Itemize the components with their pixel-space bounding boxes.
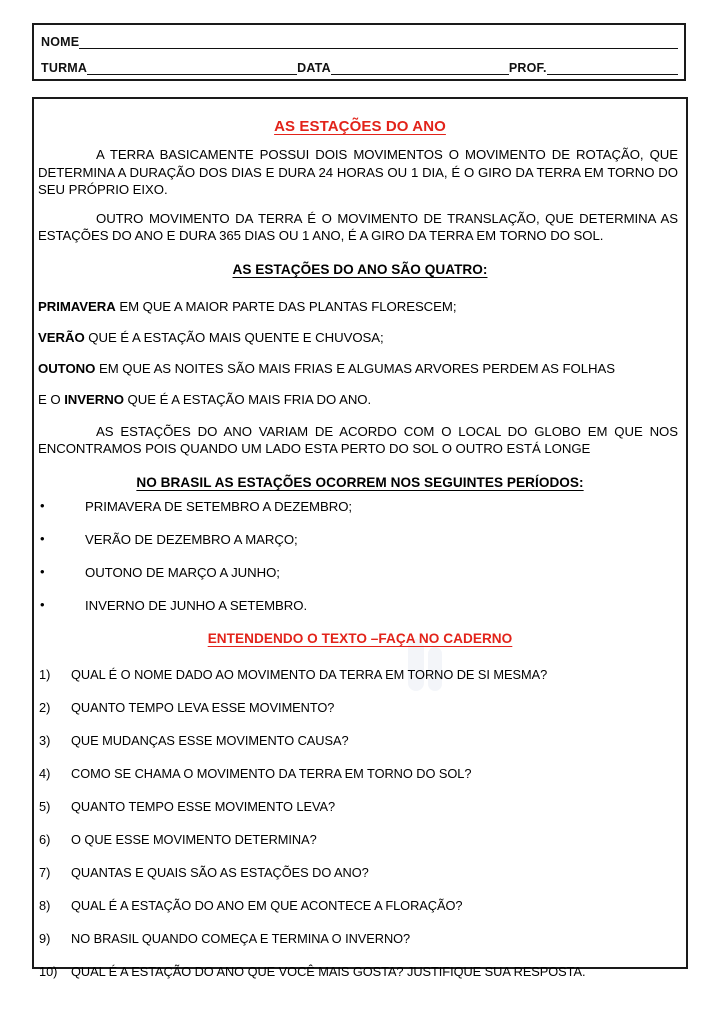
bullet-icon: •	[40, 497, 45, 513]
period-text: VERÃO DE DEZEMBRO A MARÇO;	[85, 531, 298, 547]
page-title	[38, 118, 682, 135]
period-text: PRIMAVERA DE SETEMBRO A DEZEMBRO;	[85, 498, 353, 514]
question-number: 3)	[39, 732, 51, 748]
class-label: TURMA	[41, 61, 88, 75]
teacher-write-line[interactable]	[547, 63, 678, 75]
name-write-line[interactable]	[79, 37, 678, 49]
teacher-label: PROF.	[508, 61, 547, 75]
question-text: QUE MUDANÇAS ESSE MOVIMENTO CAUSA?	[71, 732, 349, 748]
list-item	[38, 499, 682, 515]
season-name: OUTONO	[38, 360, 96, 376]
paragraph-variation: AS ESTAÇÕES DO ANO VARIAM DE ACORDO COM O LOCAL DO GLOBO EM QUE NOS ENCONTRAMOS POIS QUANDO UM LADO ESTA PERTO DO SOL O OUTRO ESTÁ LONGE	[38, 423, 678, 456]
question-text: QUAL É O NOME DADO AO MOVIMENTO DA TERRA EM TORNO DE SI MESMA?	[71, 666, 548, 682]
question-text: QUANTAS E QUAIS SÃO AS ESTAÇÕES DO ANO?	[71, 864, 369, 880]
list-item	[38, 667, 682, 683]
seasons-heading-text: AS ESTAÇÕES DO ANO SÃO QUATRO:	[232, 261, 488, 277]
student-identification-box	[32, 23, 686, 81]
page-title-text: AS ESTAÇÕES DO ANO	[274, 118, 446, 135]
list-item	[38, 832, 682, 848]
date-write-line[interactable]	[331, 63, 509, 75]
list-item	[38, 532, 682, 548]
question-number: 5)	[39, 798, 51, 814]
list-item	[38, 392, 682, 408]
questions-heading	[38, 631, 682, 646]
season-description: QUE É A ESTAÇÃO MAIS FRIA DO ANO.	[123, 391, 372, 407]
season-description: EM QUE AS NOITES SÃO MAIS FRIAS E ALGUMAS ARVORES PERDEM AS FOLHAS	[95, 360, 615, 376]
list-item	[38, 565, 682, 581]
question-text: O QUE ESSE MOVIMENTO DETERMINA?	[71, 831, 317, 847]
bullet-icon: •	[40, 530, 45, 546]
list-item	[38, 330, 682, 346]
class-write-line[interactable]	[87, 63, 297, 75]
seasons-heading	[38, 262, 682, 277]
list-item	[38, 733, 682, 749]
list-item	[38, 598, 682, 614]
list-item	[38, 898, 682, 914]
class-date-teacher-row	[41, 61, 678, 75]
list-item	[38, 361, 682, 377]
list-item	[38, 931, 682, 947]
list-item	[38, 865, 682, 881]
question-number: 6)	[39, 831, 51, 847]
list-item	[38, 799, 682, 815]
paragraph-translation: OUTRO MOVIMENTO DA TERRA É O MOVIMENTO DE TRANSLAÇÃO, QUE DETERMINA AS ESTAÇÕES DO ANO E DURA 365 DIAS OU 1 ANO, É A GIRO DA TERRA EM TORNO DO SOL.	[38, 210, 678, 243]
period-text: INVERNO DE JUNHO A SETEMBRO.	[85, 597, 308, 613]
question-text: COMO SE CHAMA O MOVIMENTO DA TERRA EM TORNO DO SOL?	[71, 765, 472, 781]
season-name: PRIMAVERA	[38, 298, 116, 314]
questions-list	[38, 667, 682, 980]
question-number: 8)	[39, 897, 51, 913]
list-item	[38, 700, 682, 716]
list-item	[38, 299, 682, 315]
season-name: INVERNO	[64, 391, 124, 407]
season-name: VERÃO	[38, 329, 85, 345]
brazil-periods-heading	[38, 475, 682, 490]
paragraph-rotation: A TERRA BASICAMENTE POSSUI DOIS MOVIMENTOS O MOVIMENTO DE ROTAÇÃO, QUE DETERMINA A DURAÇÃO DOS DIAS E DURA 24 HORAS OU 1 DIA, É O GIRO DA TERRA EM TORNO DO SEU PRÓPRIO EIXO.	[38, 147, 678, 197]
brazil-periods-heading-text: NO BRASIL AS ESTAÇÕES OCORREM NOS SEGUINTES PERÍODOS:	[136, 474, 584, 490]
date-label: DATA	[297, 61, 331, 75]
question-number: 9)	[39, 930, 51, 946]
bullet-icon: •	[40, 563, 45, 579]
list-item	[38, 766, 682, 782]
lesson-content-box	[32, 97, 688, 979]
question-number: 7)	[39, 864, 51, 880]
question-text: QUAL É A ESTAÇÃO DO ANO EM QUE ACONTECE A FLORAÇÃO?	[71, 897, 463, 913]
name-label: NOME	[41, 35, 80, 49]
bullet-icon: •	[40, 596, 45, 612]
question-text: QUANTO TEMPO LEVA ESSE MOVIMENTO?	[71, 699, 335, 715]
list-item	[38, 964, 682, 980]
questions-heading-text: ENTENDENDO O TEXTO –FAÇA NO CADERNO	[207, 630, 513, 646]
name-row	[41, 35, 678, 49]
question-text: NO BRASIL QUANDO COMEÇA E TERMINA O INVERNO?	[71, 930, 411, 946]
question-number: 10)	[39, 963, 58, 979]
question-number: 4)	[39, 765, 51, 781]
season-prefix: E O	[38, 391, 65, 407]
brazil-periods-list	[38, 499, 682, 614]
question-text: QUANTO TEMPO ESSE MOVIMENTO LEVA?	[71, 798, 336, 814]
question-text: QUAL É A ESTAÇÃO DO ANO QUE VOCÊ MAIS GOSTA? JUSTIFIQUE SUA RESPOSTA.	[71, 963, 586, 979]
question-number: 2)	[39, 699, 51, 715]
question-number: 1)	[39, 666, 51, 682]
seasons-definition-list	[38, 299, 682, 408]
period-text: OUTONO DE MARÇO A JUNHO;	[85, 564, 280, 580]
season-description: QUE É A ESTAÇÃO MAIS QUENTE E CHUVOSA;	[84, 329, 384, 345]
season-description: EM QUE A MAIOR PARTE DAS PLANTAS FLORESCEM;	[115, 298, 457, 314]
